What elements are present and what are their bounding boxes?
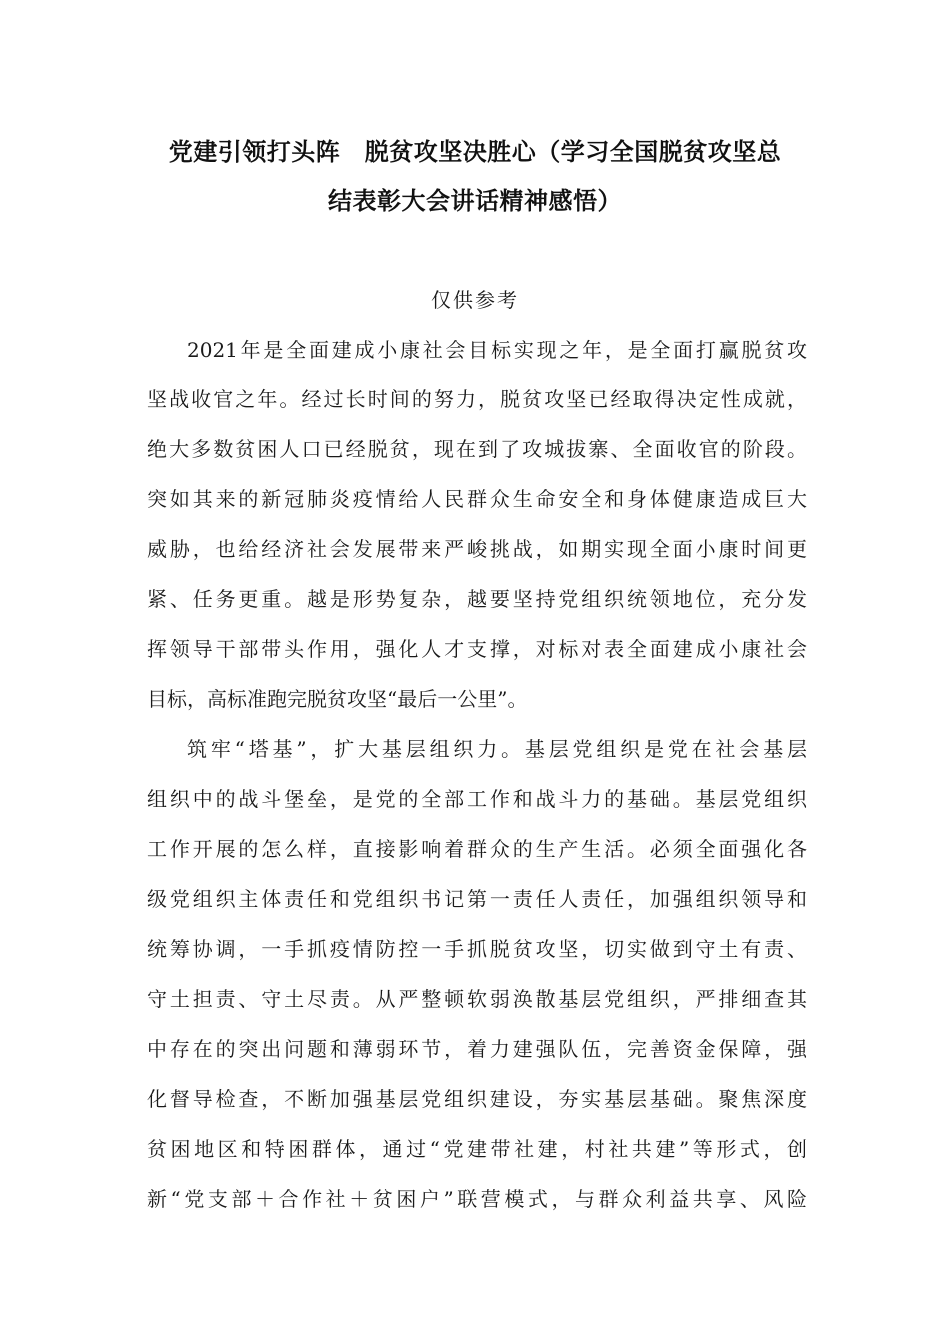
paragraph-2-line: 组织中的战斗堡垒，是党的全部工作和战斗力的基础。基层党组织	[147, 787, 807, 811]
paragraph-1-line: 坚战收官之年。经过长时间的努力，脱贫攻坚已经取得决定性成就，	[147, 387, 807, 411]
paragraph-2-line: 级党组织主体责任和党组织书记第一责任人责任，加强组织领导和	[147, 887, 807, 911]
paragraph-2-line: 统筹协调，一手抓疫情防控一手抓脱贫攻坚，切实做到守土有责、	[147, 937, 807, 961]
paragraph-2-line: 筑牢“塔基”，扩大基层组织力。基层党组织是党在社会基层	[187, 737, 807, 761]
paragraph-1-line: 突如其来的新冠肺炎疫情给人民群众生命安全和身体健康造成巨大	[147, 487, 807, 511]
paragraph-2-line: 守土担责、守土尽责。从严整顿软弱涣散基层党组织，严排细查其	[147, 987, 807, 1011]
paragraph-1-line: 2021年是全面建成小康社会目标实现之年，是全面打赢脱贫攻	[187, 338, 807, 362]
paragraph-1-line: 紧、任务更重。越是形势复杂，越要坚持党组织统领地位，充分发	[147, 587, 807, 611]
paragraph-1-line: 目标，高标准跑完脱贫攻坚“最后一公里”。	[147, 687, 528, 711]
paragraph-2-line: 贫困地区和特困群体，通过“党建带社建，村社共建”等形式，创	[147, 1137, 807, 1161]
paragraph-1-line: 绝大多数贫困人口已经脱贫，现在到了攻城拔寨、全面收官的阶段。	[147, 437, 807, 461]
paragraph-2-line: 中存在的突出问题和薄弱环节，着力建强队伍，完善资金保障，强	[147, 1037, 807, 1061]
paragraph-2-line: 化督导检查，不断加强基层党组织建设，夯实基层基础。聚焦深度	[147, 1087, 807, 1111]
paragraph-2-line: 工作开展的怎么样，直接影响着群众的生产生活。必须全面强化各	[147, 837, 807, 861]
document-title-line-2: 结表彰大会讲话精神感悟）	[328, 187, 622, 215]
paragraph-1-line: 挥领导干部带头作用，强化人才支撑，对标对表全面建成小康社会	[147, 637, 807, 661]
document-title-line-1: 党建引领打头阵 脱贫攻坚决胜心（学习全国脱贫攻坚总	[168, 138, 782, 166]
document-subtitle: 仅供参考	[431, 288, 519, 312]
paragraph-1-line: 威胁，也给经济社会发展带来严峻挑战，如期实现全面小康时间更	[147, 537, 807, 561]
paragraph-2-line: 新“党支部＋合作社＋贫困户”联营模式，与群众利益共享、风险	[147, 1187, 807, 1211]
